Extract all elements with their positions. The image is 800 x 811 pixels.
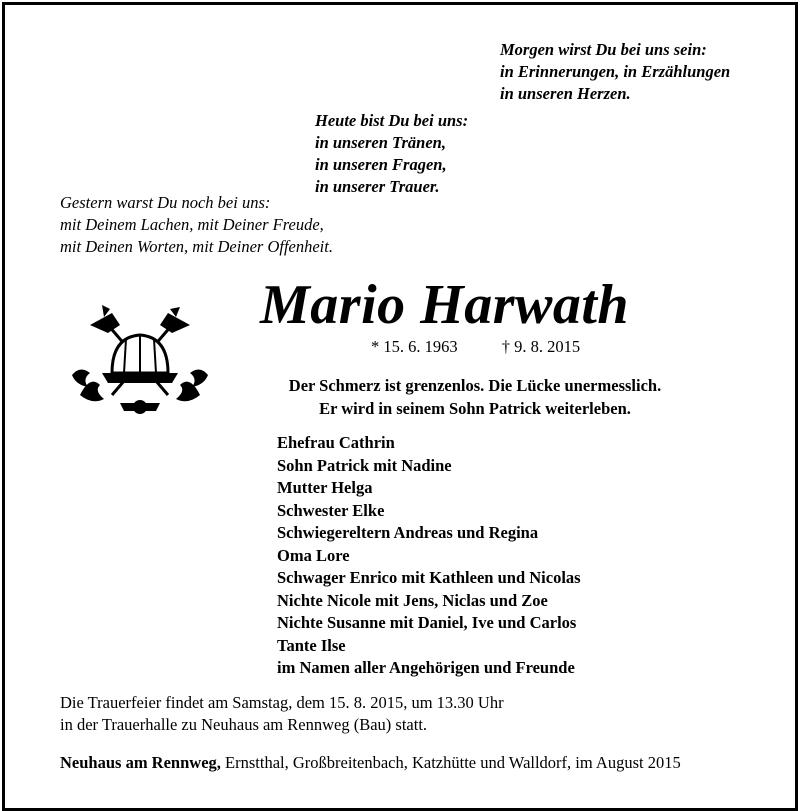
place-and-date (60, 752, 681, 774)
list-item: Schwager Enrico mit Kathleen und Nicolas (277, 568, 581, 587)
poem-tomorrow (500, 39, 730, 105)
service-line: Die Trauerfeier findet am Samstag, dem 15. 8. 2015, um 13.30 Uhr (60, 693, 504, 712)
quote-line: Der Schmerz ist grenzenlos. Die Lücke unermesslich. (288, 376, 662, 395)
list-item: Nichte Susanne mit Daniel, Ive und Carlos (277, 613, 577, 632)
poem-today (315, 110, 468, 198)
life-dates (371, 336, 580, 358)
poem-line: mit Deinem Lachen, mit Deiner Freude, (60, 215, 324, 234)
mourners-list (277, 432, 581, 680)
poem-line: Gestern warst Du noch bei uns: (60, 193, 271, 212)
firefighter-helmet-axes-icon (60, 295, 220, 425)
list-item: im Namen aller Angehörigen und Freunde (277, 658, 575, 677)
list-item: Sohn Patrick mit Nadine (277, 455, 452, 475)
death-date: † 9. 8. 2015 (501, 337, 581, 356)
poem-line: mit Deinen Worten, mit Deiner Offenheit. (60, 237, 333, 256)
service-line: in der Trauerhalle zu Neuhaus am Rennweg (Bau) statt. (60, 715, 428, 734)
places-and-month: Ernstthal, Großbreitenbach, Katzhütte und Walldorf, im August 2015 (220, 753, 681, 772)
poem-line: Morgen wirst Du bei uns sein: (500, 40, 707, 59)
town-name: Neuhaus am Rennweg, (60, 753, 221, 772)
list-item: Ehefrau Cathrin (277, 433, 395, 452)
birth-date: * 15. 6. 1963 (371, 337, 458, 356)
list-item: Tante Ilse (277, 635, 346, 655)
obituary-notice (2, 2, 798, 811)
poem-line: in unserer Trauer. (315, 177, 440, 196)
list-item: Nichte Nicole mit Jens, Niclas und Zoe (277, 590, 548, 610)
poem-line: in unseren Herzen. (500, 84, 631, 103)
poem-line: in unseren Tränen, (315, 133, 446, 152)
poem-line: in Erinnerungen, in Erzählungen (500, 62, 731, 81)
poem-line: Heute bist Du bei uns: (315, 111, 469, 130)
list-item: Oma Lore (277, 545, 350, 565)
memorial-quote (275, 374, 675, 420)
funeral-service-info (60, 692, 504, 736)
list-item: Mutter Helga (277, 478, 373, 497)
quote-line: Er wird in seinem Sohn Patrick weiterleben. (319, 399, 631, 418)
poem-line: in unseren Fragen, (315, 155, 447, 174)
list-item: Schwiegereltern Andreas und Regina (277, 523, 539, 542)
list-item: Schwester Elke (277, 500, 385, 520)
poem-yesterday (60, 192, 333, 258)
deceased-name: Mario Harwath (260, 274, 630, 336)
